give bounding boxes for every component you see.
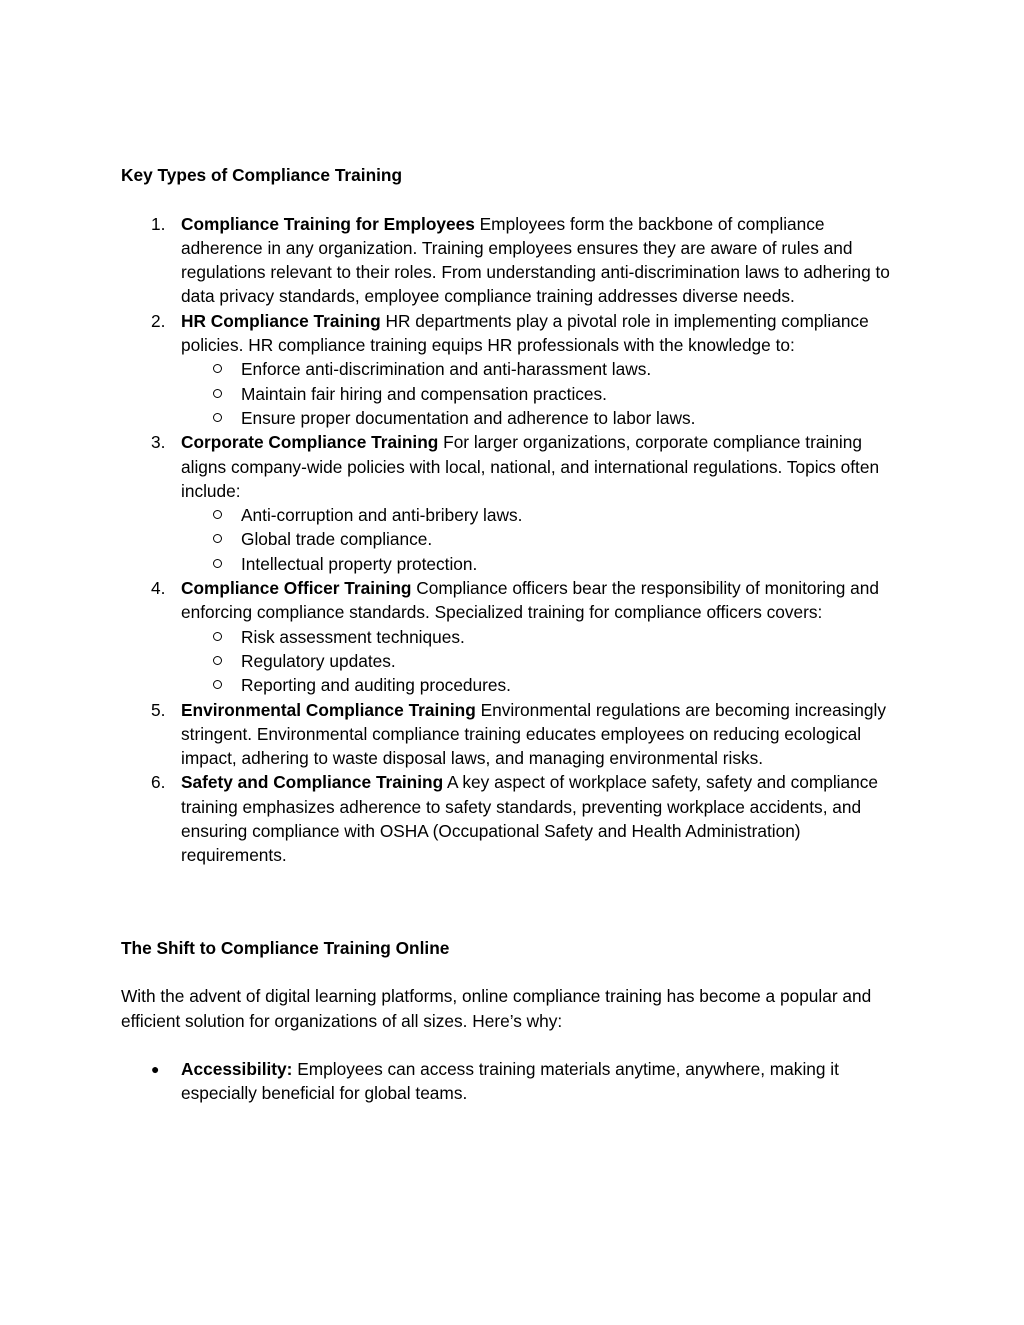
item-title: Accessibility: bbox=[181, 1059, 293, 1080]
list-item-2 bbox=[121, 309, 906, 358]
item-title: HR Compliance Training bbox=[181, 310, 381, 331]
list-number: 5. bbox=[151, 699, 166, 720]
sub-list-item: Reporting and auditing procedures. bbox=[121, 673, 906, 697]
hollow-bullet-icon bbox=[213, 534, 222, 543]
solid-bullet-icon: ● bbox=[151, 1061, 160, 1078]
list-number: 1. bbox=[151, 213, 166, 234]
hollow-bullet-icon bbox=[213, 510, 222, 519]
section-heading-key-types: Key Types of Compliance Training bbox=[121, 165, 403, 185]
item-title: Compliance Officer Training bbox=[181, 578, 412, 599]
list-item-4 bbox=[121, 576, 906, 625]
spacer bbox=[121, 1033, 906, 1057]
list-number: 6. bbox=[151, 772, 166, 793]
item-title: Environmental Compliance Training bbox=[181, 699, 476, 720]
sub-list-item: Ensure proper documentation and adherence to labor laws. bbox=[121, 406, 906, 430]
hollow-bullet-icon bbox=[213, 680, 222, 689]
list-item-3 bbox=[121, 430, 906, 503]
item-text: Environmental regulations are becoming increasingly stringent. Environmental compliance training educates employees on reducing ecological impact, adhering to waste disposal laws, and managing environmental risks. bbox=[181, 699, 886, 769]
intro-paragraph: With the advent of digital learning platforms, online compliance training has become a popular and efficient solution for organizations of all sizes. Here’s why: bbox=[121, 986, 872, 1031]
item-text: HR departments play a pivotal role in implementing compliance policies. HR compliance training equips HR professionals with the knowledge to: bbox=[181, 310, 869, 356]
sublist-container-3 bbox=[121, 503, 906, 576]
item-text: Employees form the backbone of compliance adherence in any organization. Training employees ensures they are aware of rules and regulations relevant to their roles. From understanding anti-discrimination laws to adhering to data privacy standards, employee compliance training addresses diverse needs. bbox=[181, 213, 890, 307]
item-text: Employees can access training materials anytime, anywhere, making it especially beneficial for global teams. bbox=[181, 1059, 839, 1104]
sub-list-item: Intellectual property protection. bbox=[121, 552, 906, 576]
compliance-types-list bbox=[121, 212, 906, 868]
section-heading-shift-online: The Shift to Compliance Training Online bbox=[121, 937, 450, 958]
hollow-bullet-icon bbox=[213, 559, 222, 568]
list-item-accessibility bbox=[121, 1057, 906, 1106]
sub-list-item: Enforce anti-discrimination and anti-harassment laws. bbox=[121, 357, 906, 381]
sub-list-item: Anti-corruption and anti-bribery laws. bbox=[121, 503, 906, 527]
item-title: Compliance Training for Employees bbox=[181, 213, 475, 234]
spacer bbox=[121, 187, 906, 211]
benefits-list bbox=[121, 1057, 906, 1106]
sub-list bbox=[121, 357, 906, 430]
sub-list bbox=[121, 625, 906, 698]
list-number: 4. bbox=[151, 578, 166, 599]
spacer bbox=[121, 868, 906, 936]
spacer bbox=[121, 960, 906, 984]
sublist-container-2 bbox=[121, 357, 906, 430]
sub-list-item: Maintain fair hiring and compensation practices. bbox=[121, 382, 906, 406]
sub-list-item: Global trade compliance. bbox=[121, 527, 906, 551]
sublist-container-4 bbox=[121, 625, 906, 698]
hollow-bullet-icon bbox=[213, 413, 222, 422]
item-title: Safety and Compliance Training bbox=[181, 772, 444, 793]
hollow-bullet-icon bbox=[213, 656, 222, 665]
sub-list-item: Risk assessment techniques. bbox=[121, 625, 906, 649]
sub-list-item: Regulatory updates. bbox=[121, 649, 906, 673]
hollow-bullet-icon bbox=[213, 364, 222, 373]
hollow-bullet-icon bbox=[213, 632, 222, 641]
item-text: For larger organizations, corporate compliance training aligns company-wide policies with local, national, and international regulations. Topics often include: bbox=[181, 432, 880, 501]
list-number: 3. bbox=[151, 432, 166, 453]
document-page bbox=[121, 163, 906, 1106]
hollow-bullet-icon bbox=[213, 389, 222, 398]
item-title: Corporate Compliance Training bbox=[181, 432, 439, 453]
item-text: Compliance officers bear the responsibility of monitoring and enforcing compliance standards. Specialized training for compliance officers covers: bbox=[181, 578, 879, 623]
list-item-1 bbox=[121, 212, 906, 309]
list-item-5 bbox=[121, 698, 906, 771]
item-text: A key aspect of workplace safety, safety and compliance training emphasizes adherence to safety standards, preventing workplace accidents, and ensuring compliance with OSHA (Occupational Safety and Health Administration) requirements. bbox=[181, 772, 878, 866]
list-number: 2. bbox=[151, 310, 166, 331]
sub-list bbox=[121, 503, 906, 576]
list-item-6 bbox=[121, 770, 906, 867]
